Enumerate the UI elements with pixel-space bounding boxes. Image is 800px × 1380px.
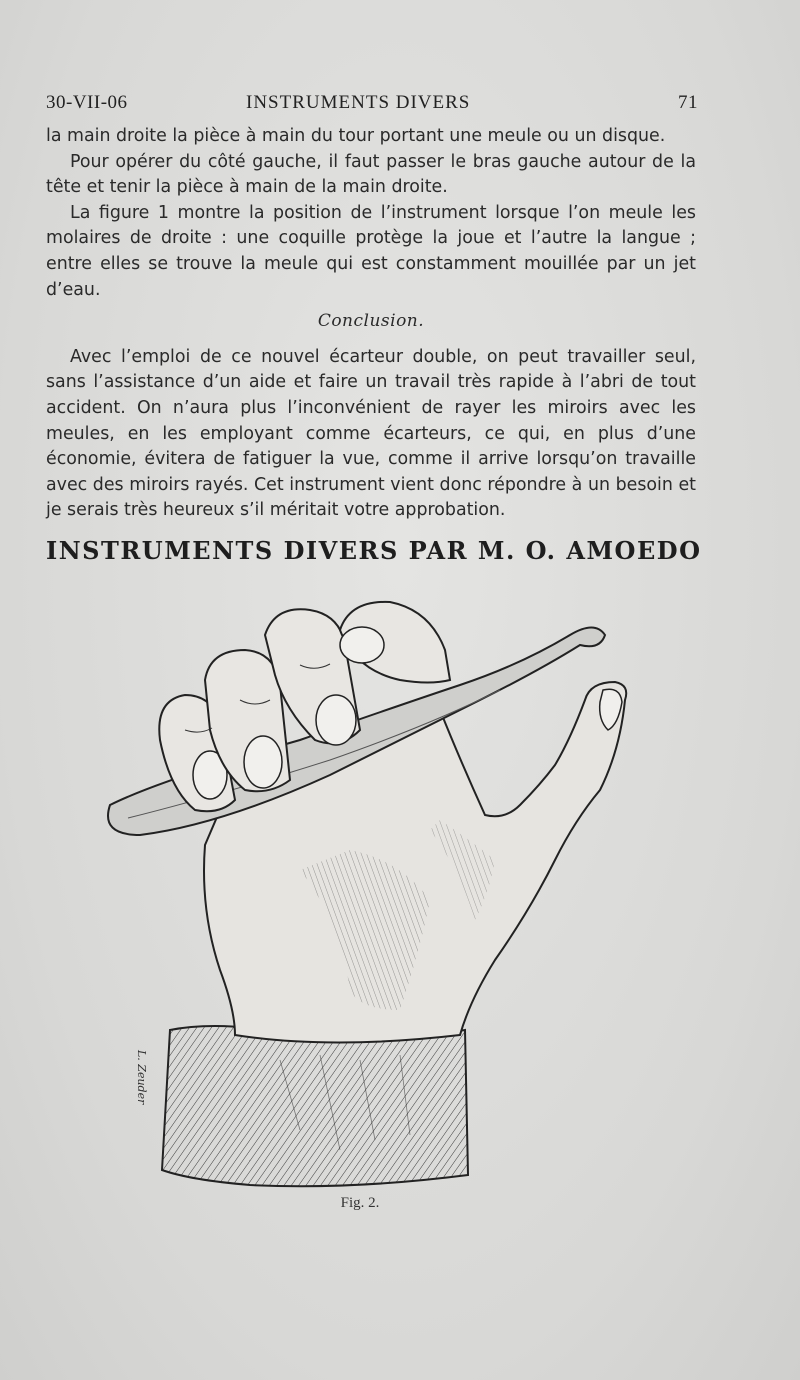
paragraph-left-side: Pour opérer du côté gauche, il faut passer le bras gauche autour de la tête et tenir la pièce à main de la main droite.	[46, 151, 696, 198]
figure-caption: Fig. 2.	[340, 1195, 380, 1211]
running-head-title: INSTRUMENTS DIVERS	[246, 92, 471, 113]
running-head-date: 30-VII-06	[46, 92, 128, 113]
conclusion-heading: Conclusion.	[317, 311, 425, 332]
paragraph-figure-1: La figure 1 montre la position de l’instrument lorsque l’on meule les molaires de droite : une coquille protège la joue et l’autre la langue ; entre elles se trouve la meule qui est constamment mouillée par un jet d’eau.	[46, 202, 696, 300]
running-head	[46, 92, 698, 122]
artist-signature: L. Zeuder	[135, 1050, 148, 1105]
section-title: INSTRUMENTS DIVERS PAR M. O. AMOEDO	[46, 536, 702, 565]
paragraph-conclusion: Avec l’emploi de ce nouvel écarteur double, on peut travailler seul, sans l’assistance d’un aide et faire un travail très rapide à l’abri de tout accident. On n’aura plus l’inconvénient de rayer les miroirs avec les meules, en les employant comme écarteurs, ce qui, en plus d’une économie, évitera de fatiguer la vue, comme il arrive lorsqu’on travaille avec des miroirs rayés. Cet instrument vient donc répondre à un besoin et je serais très heureux s’il méritait votre approbation.	[46, 346, 696, 521]
paragraph-continuation: la main droite la pièce à main du tour portant une meule ou un disque.	[46, 126, 666, 146]
hand-with-instrument-illustration	[100, 590, 660, 1200]
page-number: 71	[678, 92, 698, 113]
body-text	[46, 124, 696, 524]
